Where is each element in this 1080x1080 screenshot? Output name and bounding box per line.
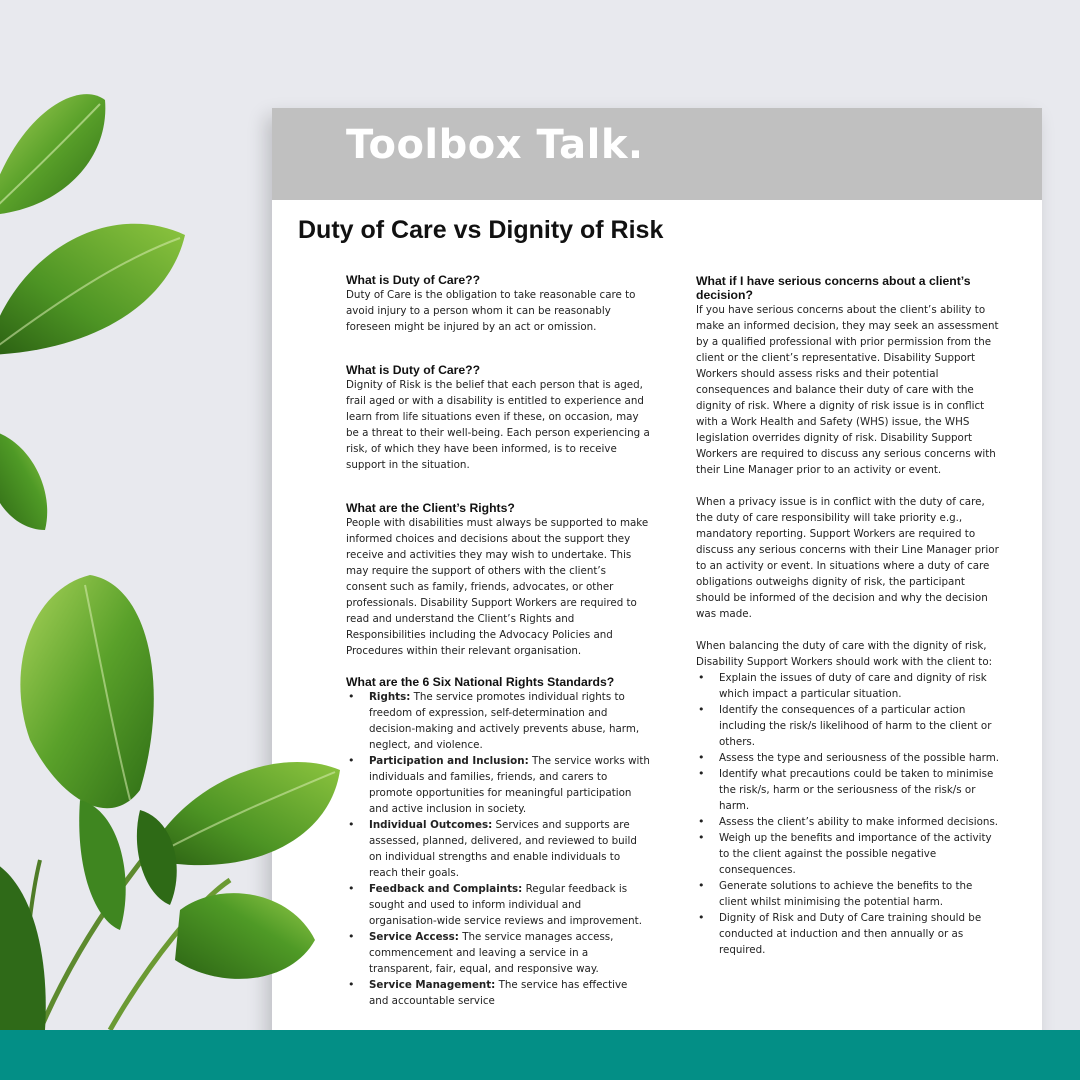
list-item: • Weigh up the benefits and importance of the activity to the client against the possible negative consequences. <box>696 830 1000 878</box>
toolbox-talk-document <box>272 108 1042 1048</box>
list-item: • Dignity of Risk and Duty of Care training should be conducted at induction and then annually or as required. <box>696 910 1000 958</box>
section-text-dignity-of-risk: Dignity of Risk is the belief that each person that is aged, frail aged or with a disability is entitled to experience and learn from life situations even if these, on occasion, may be a threat to their well-being. Each person experiencing a risk, of which they have been informed, is to receive support in the situation. <box>346 379 650 471</box>
banner-title: Toolbox Talk. <box>346 122 644 168</box>
document-title: Duty of Care vs Dignity of Risk <box>298 216 664 244</box>
list-item: • Service Access: The service manages access, commencement and leaving a service in a transparent, fair, equal, and responsive way. <box>346 929 650 977</box>
list-item: • Explain the issues of duty of care and dignity of risk which impact a particular situation. <box>696 670 1000 702</box>
section-heading-rights-standards: What are the 6 Six National Rights Standards? <box>346 675 615 689</box>
section-heading-serious-concerns: What if I have serious concerns about a client’s decision? <box>696 274 971 302</box>
rights-standards-list <box>346 689 650 1009</box>
footer-bar <box>0 1030 1080 1080</box>
section-text-privacy-conflict: When a privacy issue is in conflict with the duty of care, the duty of care responsibility will take priority e.g., mandatory reporting. Support Workers are required to discuss any serious concerns with their Line Manager prior to an activity or event. In situations where a duty of care obligations outweighs dignity of risk, the participant should be informed of the decision and why the decision was made. <box>696 496 999 620</box>
list-item: • Assess the type and seriousness of the possible harm. <box>696 750 1000 766</box>
list-item: • Identify what precautions could be taken to minimise the risk/s, harm or the seriousness of the risk/s or harm. <box>696 766 1000 814</box>
list-item: • Identify the consequences of a particular action including the risk/s likelihood of harm to the client or others. <box>696 702 1000 750</box>
section-text-client-rights: People with disabilities must always be supported to make informed choices and decisions about the support they receive and activities they may wish to undertake. This may require the support of others with the client’s consent such as family, friends, advocates, or other professionals. Disability Support Workers are required to read and understand the Client’s Rights and Responsibilities including the Advocacy Policies and Procedures within their relevant organisation. <box>346 517 649 657</box>
list-item: • Individual Outcomes: Services and supports are assessed, planned, delivered, and reviewed to build on individual strengths and enable individuals to reach their goals. <box>346 817 650 881</box>
balancing-steps-list <box>696 670 1000 958</box>
list-item: • Feedback and Complaints: Regular feedback is sought and used to inform individual and organisation-wide service reviews and improvement. <box>346 881 650 929</box>
section-text-serious-concerns: If you have serious concerns about the client’s ability to make an informed decision, they may seek an assessment by a qualified professional with prior permission from the client or the client’s representative. Disability Support Workers should assess risks and their potential consequences and balance their duty of care with the dignity of risk. Where a dignity of risk issue is in conflict with a Work Health and Safety (WHS) issue, the WHS legislation overrides dignity of risk. Disability Support Workers are required to discuss any serious concerns with their Line Manager prior to an activity or event. <box>696 304 999 476</box>
section-heading-duty-of-care: What is Duty of Care?? <box>346 273 481 287</box>
right-column <box>696 274 1000 958</box>
list-item: • Participation and Inclusion: The service works with individuals and families, friends, and carers to promote opportunities for meaningful participation and active inclusion in society. <box>346 753 650 817</box>
header-banner <box>272 108 1042 200</box>
section-heading-dignity-of-risk: What is Duty of Care?? <box>346 363 481 377</box>
section-text-balancing: When balancing the duty of care with the dignity of risk, Disability Support Workers should work with the client to: <box>696 640 993 668</box>
list-item: • Service Management: The service has effective and accountable service <box>346 977 650 1009</box>
list-item: • Rights: The service promotes individual rights to freedom of expression, self-determination and decision-making and actively prevents abuse, harm, neglect, and violence. <box>346 689 650 753</box>
list-item: • Assess the client’s ability to make informed decisions. <box>696 814 1000 830</box>
left-column <box>346 273 650 1009</box>
list-item: • Generate solutions to achieve the benefits to the client whilst minimising the potential harm. <box>696 878 1000 910</box>
section-heading-client-rights: What are the Client’s Rights? <box>346 501 515 515</box>
section-text-duty-of-care: Duty of Care is the obligation to take reasonable care to avoid injury to a person whom it can be reasonably foreseen might be injured by an act or omission. <box>346 289 636 333</box>
